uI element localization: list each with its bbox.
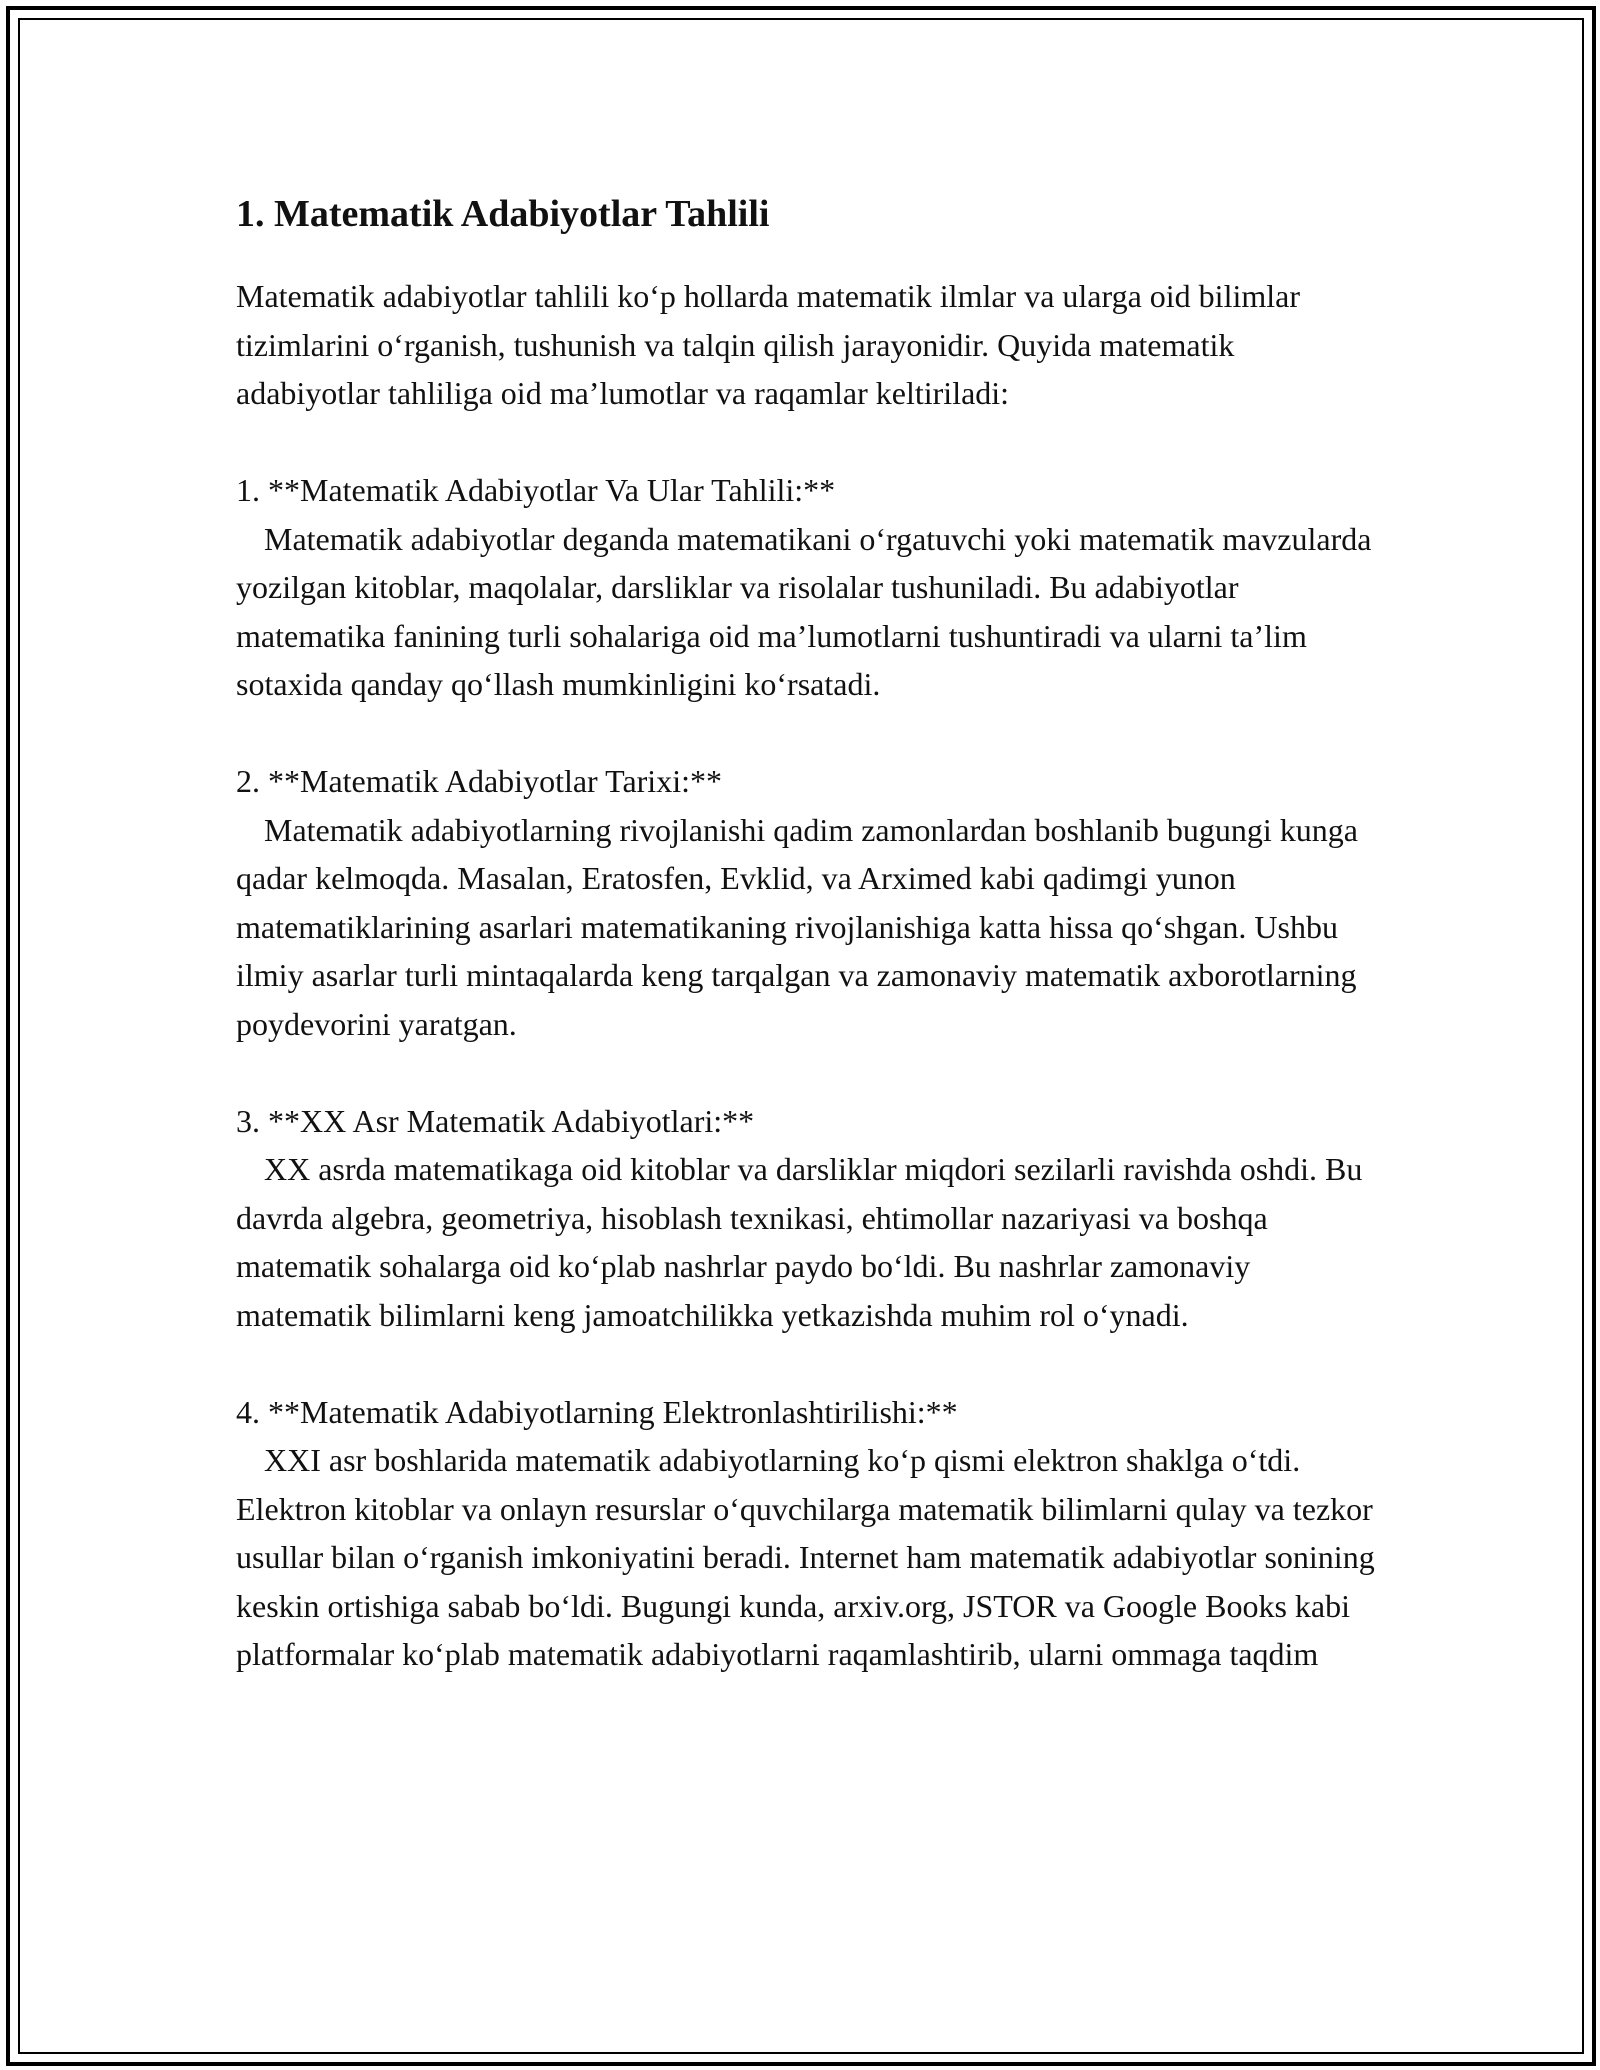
section-heading: 3. **XX Asr Matematik Adabiyotlari:**	[236, 1102, 755, 1139]
document-body	[236, 184, 1376, 1679]
section-heading: 1. **Matematik Adabiyotlar Va Ular Tahlili:**	[236, 472, 836, 508]
section-heading: 4. **Matematik Adabiyotlarning Elektronlashtirilishi:**	[236, 1393, 958, 1430]
section-body: XX asrda matematikaga oid kitoblar va darsliklar miqdori sezilarli ravishda oshdi. Bu davrda algebra, geometriya, hisoblash texnikasi, ehtimollar nazariyasi va boshqa matematik sohalarga oid ko‘plab nashrlar paydo bo‘ldi. Bu nashrlar zamonaviy matematik bilimlarni keng jamoatchilikka yetkazishda muhim rol o‘ynadi.	[236, 1151, 1363, 1333]
document-title: 1. Matematik Adabiyotlar Tahlili	[236, 193, 770, 235]
section-heading: 2. **Matematik Adabiyotlar Tarixi:**	[236, 763, 722, 799]
section-3	[236, 1097, 1376, 1340]
section-body: Matematik adabiyotlar deganda matematikani o‘rgatuvchi yoki matematik mavzularda yozilgan kitoblar, maqolalar, darsliklar va risolalar tushuniladi. Bu adabiyotlar matematika fanining turli sohalariga oid ma’lumotlarni tushuntiradi va ularni ta’lim sotaxida qanday qo‘llash mumkinligini ko‘rsatadi.	[236, 520, 1372, 702]
intro-paragraph: Matematik adabiyotlar tahlili ko‘p hollarda matematik ilmlar va ularga oid bilimlar tizimlarini o‘rganish, tushunish va talqin qilish jarayonidir. Quyida matematik adabiyotlar tahliliga oid ma’lumotlar va raqamlar keltiriladi:	[236, 278, 1300, 411]
section-body: XXI asr boshlarida matematik adabiyotlarning ko‘p qismi elektron shaklga o‘tdi. Elektron kitoblar va onlayn resurslar o‘quvchilarga matematik bilimlarni qulay va tezkor usullar bilan o‘rganish imkoniyatini beradi. Internet ham matematik adabiyotlar sonining keskin ortishiga sabab bo‘ldi. Bugungi kunda, arxiv.org, JSTOR va Google Books kabi platformalar ko‘plab matematik adabiyotlarni raqamlashtirib, ularni ommaga taqdim	[236, 1442, 1375, 1672]
section-1	[236, 466, 1376, 709]
section-4	[236, 1388, 1376, 1679]
section-2	[236, 757, 1376, 1048]
section-body: Matematik adabiyotlarning rivojlanishi qadim zamonlardan boshlanib bugungi kunga qadar kelmoqda. Masalan, Eratosfen, Evklid, va Arximed kabi qadimgi yunon matematiklarining asarlari matematikaning rivojlanishiga katta hissa qo‘shgan. Ushbu ilmiy asarlar turli mintaqalarda keng tarqalgan va zamonaviy matematik axborotlarning poydevorini yaratgan.	[236, 811, 1358, 1042]
